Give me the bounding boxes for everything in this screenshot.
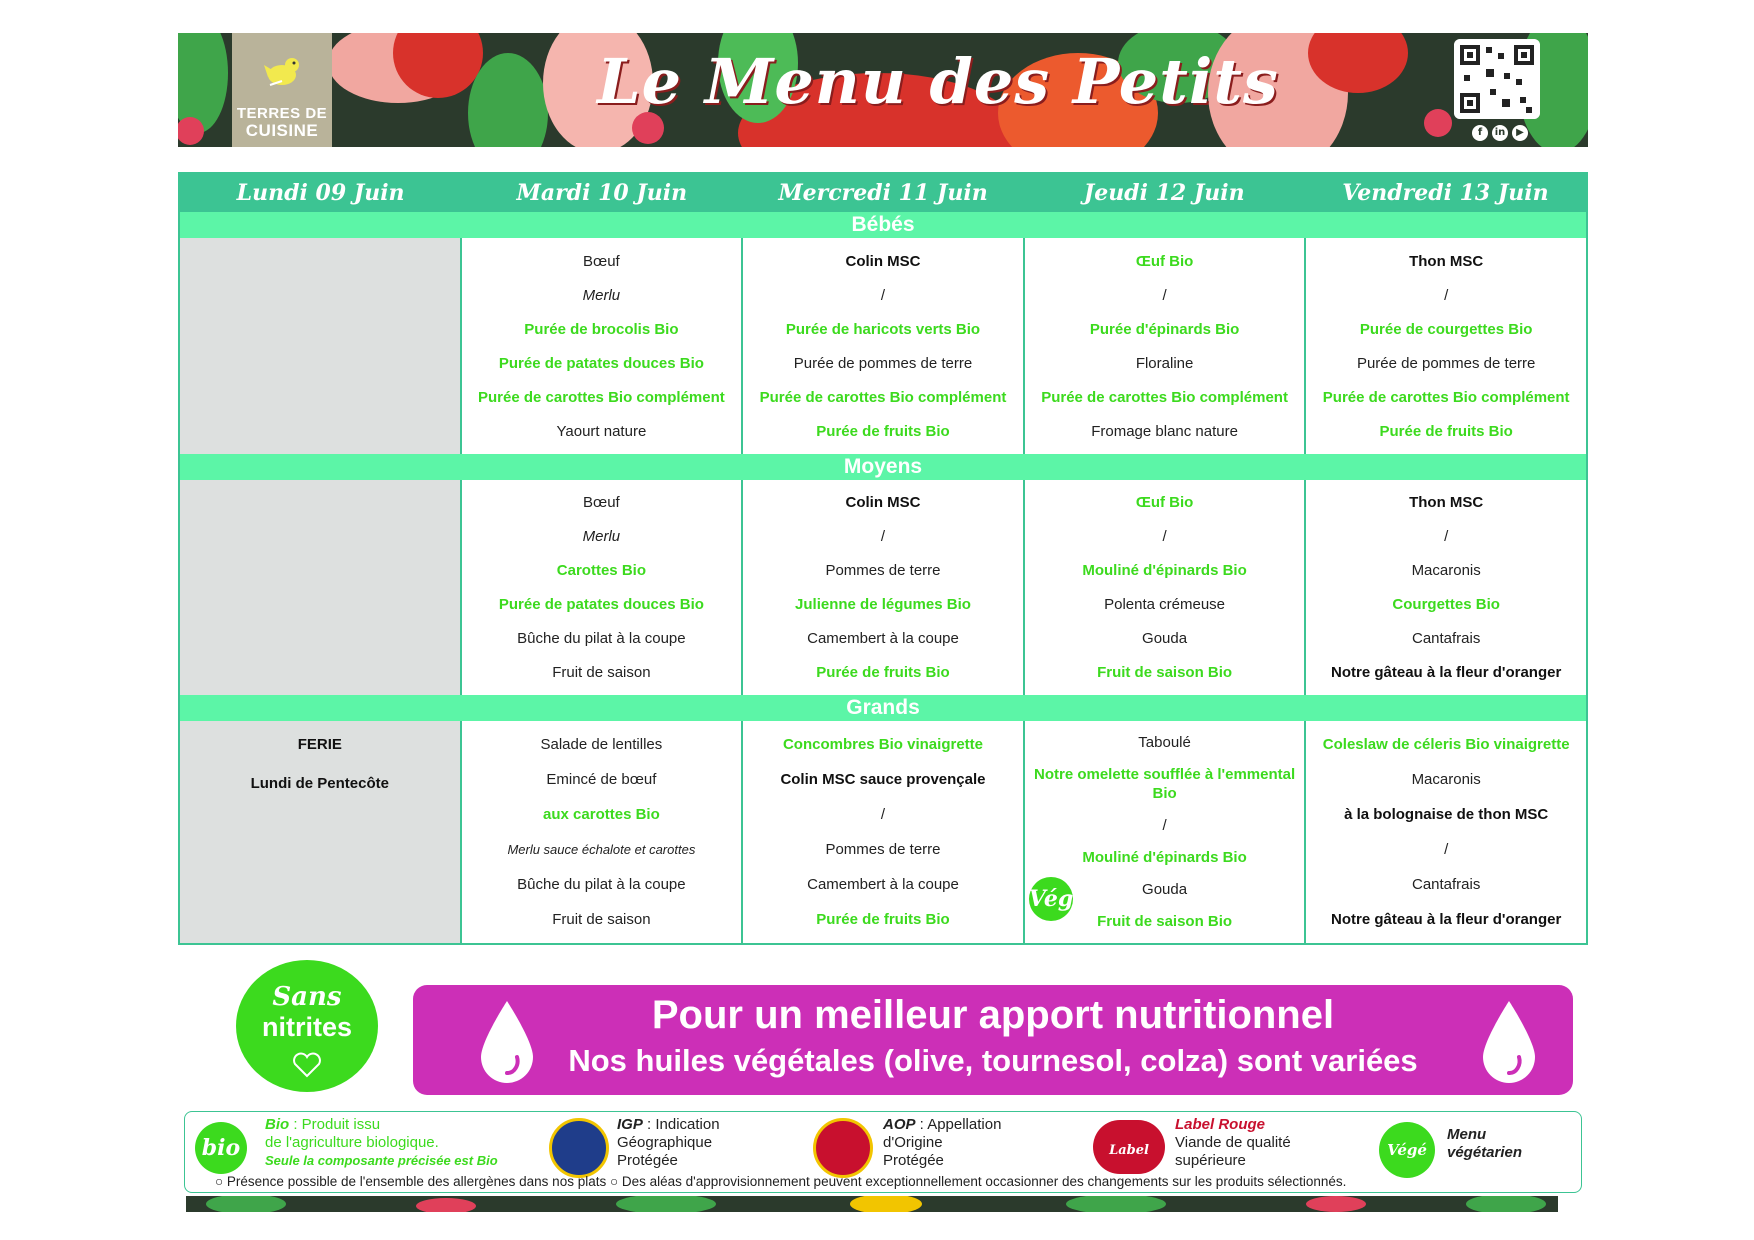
terres-de-cuisine-logo	[232, 33, 332, 147]
menu-item: Colin MSC	[845, 494, 921, 512]
logo-line2: CUISINE	[245, 121, 319, 140]
cell-moyens-vendredi	[1304, 480, 1586, 695]
menu-item: Œuf Bio	[1135, 494, 1194, 512]
menu-item: Purée de fruits Bio	[1379, 422, 1513, 440]
menu-item: Mouliné d'épinards Bio	[1082, 848, 1247, 866]
menu-item: Bœuf	[583, 494, 620, 512]
sans-nitrites-line2: nitrites	[261, 1012, 353, 1042]
menu-item: Coleslaw de céleris Bio vinaigrette	[1322, 736, 1570, 753]
holiday-name: Lundi de Pentecôte	[250, 775, 389, 792]
legend-igp-text2: Géographique	[617, 1134, 713, 1151]
cell-bebes-vendredi	[1304, 238, 1586, 454]
menu-item: Notre gâteau à la fleur d'oranger	[1331, 911, 1562, 928]
cell-moyens-jeudi	[1023, 480, 1305, 695]
legend-bio-title: Bio	[265, 1116, 290, 1133]
section-header-bebes: Bébés	[180, 212, 1586, 238]
menu-item: Purée de fruits Bio	[816, 911, 950, 928]
label-rouge-icon: Label	[1093, 1120, 1165, 1174]
menu-item: /	[880, 286, 886, 304]
section-header-grands: Grands	[180, 695, 1586, 721]
menu-item: Purée de carottes Bio complément	[478, 388, 725, 406]
menu-item: Thon MSC	[1409, 252, 1484, 270]
menu-item: Notre gâteau à la fleur d'oranger	[1331, 663, 1562, 681]
day-header-jeudi: Jeudi 12 Juin	[1083, 180, 1245, 206]
legend-label-rouge	[1175, 1116, 1291, 1170]
legend-aop-text3: Protégée	[883, 1152, 944, 1169]
menu-item: Mouliné d'épinards Bio	[1082, 562, 1247, 580]
row-bebes	[180, 238, 1586, 454]
day-header-row	[180, 174, 1586, 212]
oil-drop-icon	[1479, 999, 1539, 1085]
menu-item: Pommes de terre	[825, 841, 941, 858]
legend-igp	[617, 1116, 720, 1170]
menu-item: Purée de carottes Bio complément	[1041, 388, 1288, 406]
bird-icon	[260, 51, 304, 91]
allergen-disclaimer: ○ Présence possible de l'ensemble des allergènes dans nos plats ○ Des aléas d'approvisionnement peuvent exceptionnellement occasionner des changements sur les produits sélectionnés.	[215, 1174, 1347, 1189]
menu-item: Purée de pommes de terre	[793, 354, 973, 372]
legend-vg-text2: végétarien	[1447, 1144, 1523, 1161]
header-banner	[178, 33, 1588, 147]
menu-item: /	[1162, 286, 1167, 304]
cell-grands-mardi	[460, 721, 742, 943]
menu-item: Macaronis	[1411, 771, 1481, 788]
row-grands	[180, 721, 1586, 943]
menu-item: Purée de courgettes Bio	[1359, 320, 1533, 338]
menu-item: Cantafrais	[1411, 629, 1481, 647]
menu-item: /	[1162, 817, 1167, 835]
menu-item: Merlu sauce échalote et carottes	[507, 842, 696, 857]
legend-lr-title: Label Rouge	[1175, 1116, 1266, 1133]
menu-item: Macaronis	[1411, 562, 1481, 580]
day-header-lundi: Lundi 09 Juin	[236, 180, 405, 206]
menu-item: Œuf Bio	[1135, 252, 1194, 270]
igp-icon	[549, 1118, 609, 1178]
menu-item: Notre omelette soufflée à l'emmental Bio	[1034, 766, 1296, 803]
youtube-icon[interactable]: ▶	[1512, 125, 1528, 141]
day-header-mercredi: Mercredi 11 Juin	[778, 180, 988, 206]
menu-item: Salade de lentilles	[540, 736, 663, 753]
menu-item: /	[1162, 528, 1167, 546]
cell-grands-mercredi	[741, 721, 1023, 943]
menu-item: à la bolognaise de thon MSC	[1344, 806, 1549, 823]
menu-item: Concombres Bio vinaigrette	[782, 736, 983, 753]
sans-nitrites-badge	[236, 960, 378, 1092]
cell-grands-lundi	[180, 721, 460, 943]
nutrition-subline: Nos huiles végétales (olive, tournesol, colza) sont variées	[568, 1043, 1418, 1078]
menu-item: Yaourt nature	[556, 422, 647, 440]
legend-lr-text2: supérieure	[1175, 1152, 1246, 1169]
menu-item: Pommes de terre	[825, 562, 941, 580]
legend-bio-note: Seule la composante précisée est Bio	[265, 1153, 498, 1168]
menu-item: Gouda	[1142, 880, 1188, 898]
linkedin-icon[interactable]: in	[1492, 125, 1508, 141]
menu-item: /	[1444, 841, 1449, 858]
facebook-icon[interactable]: f	[1472, 125, 1488, 141]
menu-item: Polenta crémeuse	[1104, 595, 1226, 613]
cell-moyens-mercredi	[741, 480, 1023, 695]
menu-item: Purée de pommes de terre	[1356, 354, 1536, 372]
cell-bebes-mercredi	[741, 238, 1023, 454]
menu-item: Fruit de saison	[552, 911, 651, 928]
menu-item: /	[880, 528, 886, 546]
menu-item: Taboulé	[1138, 734, 1191, 752]
qr-code[interactable]	[1454, 39, 1540, 119]
sans-nitrites-line1: Sans	[272, 982, 342, 1012]
menu-item: Purée de fruits Bio	[816, 663, 950, 681]
menu-item: Camembert à la coupe	[807, 629, 959, 647]
page-title: Le Menu des Petits	[597, 45, 1279, 118]
cell-moyens-lundi	[180, 480, 460, 695]
menu-item: Purée de carottes Bio complément	[759, 388, 1007, 406]
legend-bio-text1: : Produit issu	[289, 1116, 381, 1133]
legend-aop	[883, 1116, 1001, 1170]
cell-bebes-mardi	[460, 238, 742, 454]
menu-item: Purée d'épinards Bio	[1089, 320, 1240, 338]
row-moyens	[180, 480, 1586, 695]
menu-item: Fromage blanc nature	[1091, 422, 1238, 440]
nutrition-banner	[413, 985, 1573, 1095]
legend-bio	[265, 1116, 498, 1170]
menu-item: Floraline	[1135, 354, 1194, 372]
legend-lr-text1: Viande de qualité	[1175, 1134, 1291, 1151]
legend-bio-text2: de l'agriculture biologique.	[265, 1134, 439, 1151]
legend-vege	[1447, 1126, 1522, 1162]
menu-item: Courgettes Bio	[1392, 595, 1500, 613]
holiday-label: FERIE	[297, 736, 342, 753]
menu-item: Colin MSC	[845, 252, 921, 270]
menu-item: Camembert à la coupe	[807, 876, 959, 893]
vege-legend-icon: Végé	[1379, 1122, 1435, 1178]
menu-item: /	[1444, 528, 1449, 546]
menu-item: aux carottes Bio	[543, 806, 660, 823]
menu-item: /	[880, 806, 886, 823]
menu-item: Fruit de saison Bio	[1097, 663, 1233, 681]
menu-item: Emincé de bœuf	[546, 771, 657, 788]
menu-item: Carottes Bio	[556, 562, 646, 580]
menu-item: Purée de patates douces Bio	[498, 595, 704, 613]
menu-item: /	[1444, 286, 1449, 304]
social-icons	[1472, 125, 1528, 141]
menu-item: Purée de fruits Bio	[816, 422, 950, 440]
menu-item: Merlu	[582, 286, 621, 304]
aop-icon	[813, 1118, 873, 1178]
menu-item: Bœuf	[583, 252, 620, 270]
cell-bebes-lundi	[180, 238, 460, 454]
menu-item: Merlu	[582, 528, 621, 546]
menu-table	[178, 172, 1588, 945]
legend-igp-text3: Protégée	[617, 1152, 678, 1169]
legend-aop-title: AOP	[883, 1116, 916, 1133]
menu-item: Purée de brocolis Bio	[524, 320, 679, 338]
cell-bebes-jeudi	[1023, 238, 1305, 454]
menu-item: Purée de haricots verts Bio	[785, 320, 981, 338]
bio-icon: bio	[195, 1122, 247, 1174]
day-header-mardi: Mardi 10 Juin	[516, 180, 688, 206]
legend-aop-text2: d'Origine	[883, 1134, 943, 1151]
section-header-moyens: Moyens	[180, 454, 1586, 480]
cell-grands-jeudi	[1023, 721, 1305, 943]
menu-item: Cantafrais	[1411, 876, 1481, 893]
vege-icon: Végé	[1029, 877, 1073, 921]
menu-item: Fruit de saison Bio	[1097, 912, 1233, 930]
legend-igp-text1: : Indication	[642, 1116, 720, 1133]
menu-item: Thon MSC	[1409, 494, 1484, 512]
legend-aop-text1: : Appellation	[915, 1116, 1002, 1133]
menu-item: Colin MSC sauce provençale	[780, 771, 986, 788]
menu-item: Bûche du pilat à la coupe	[517, 629, 686, 647]
heart-icon	[292, 1052, 322, 1078]
logo-line1: TERRES DE	[236, 105, 328, 122]
cell-moyens-mardi	[460, 480, 742, 695]
menu-item: Bûche du pilat à la coupe	[517, 876, 686, 893]
menu-item: Fruit de saison	[552, 663, 651, 681]
cell-grands-vendredi	[1304, 721, 1586, 943]
legend-vg-text1: Menu	[1447, 1126, 1487, 1143]
menu-item: Julienne de légumes Bio	[795, 595, 971, 613]
day-header-vendredi: Vendredi 13 Juin	[1342, 180, 1549, 206]
nutrition-headline: Pour un meilleur apport nutritionnel	[651, 993, 1335, 1037]
menu-item: Gouda	[1142, 629, 1188, 647]
legend-panel	[184, 1111, 1582, 1193]
menu-item: Purée de patates douces Bio	[498, 354, 704, 372]
legend-igp-title: IGP	[617, 1116, 643, 1133]
menu-item: Purée de carottes Bio complément	[1322, 388, 1570, 406]
footer-decoration	[186, 1196, 1558, 1212]
